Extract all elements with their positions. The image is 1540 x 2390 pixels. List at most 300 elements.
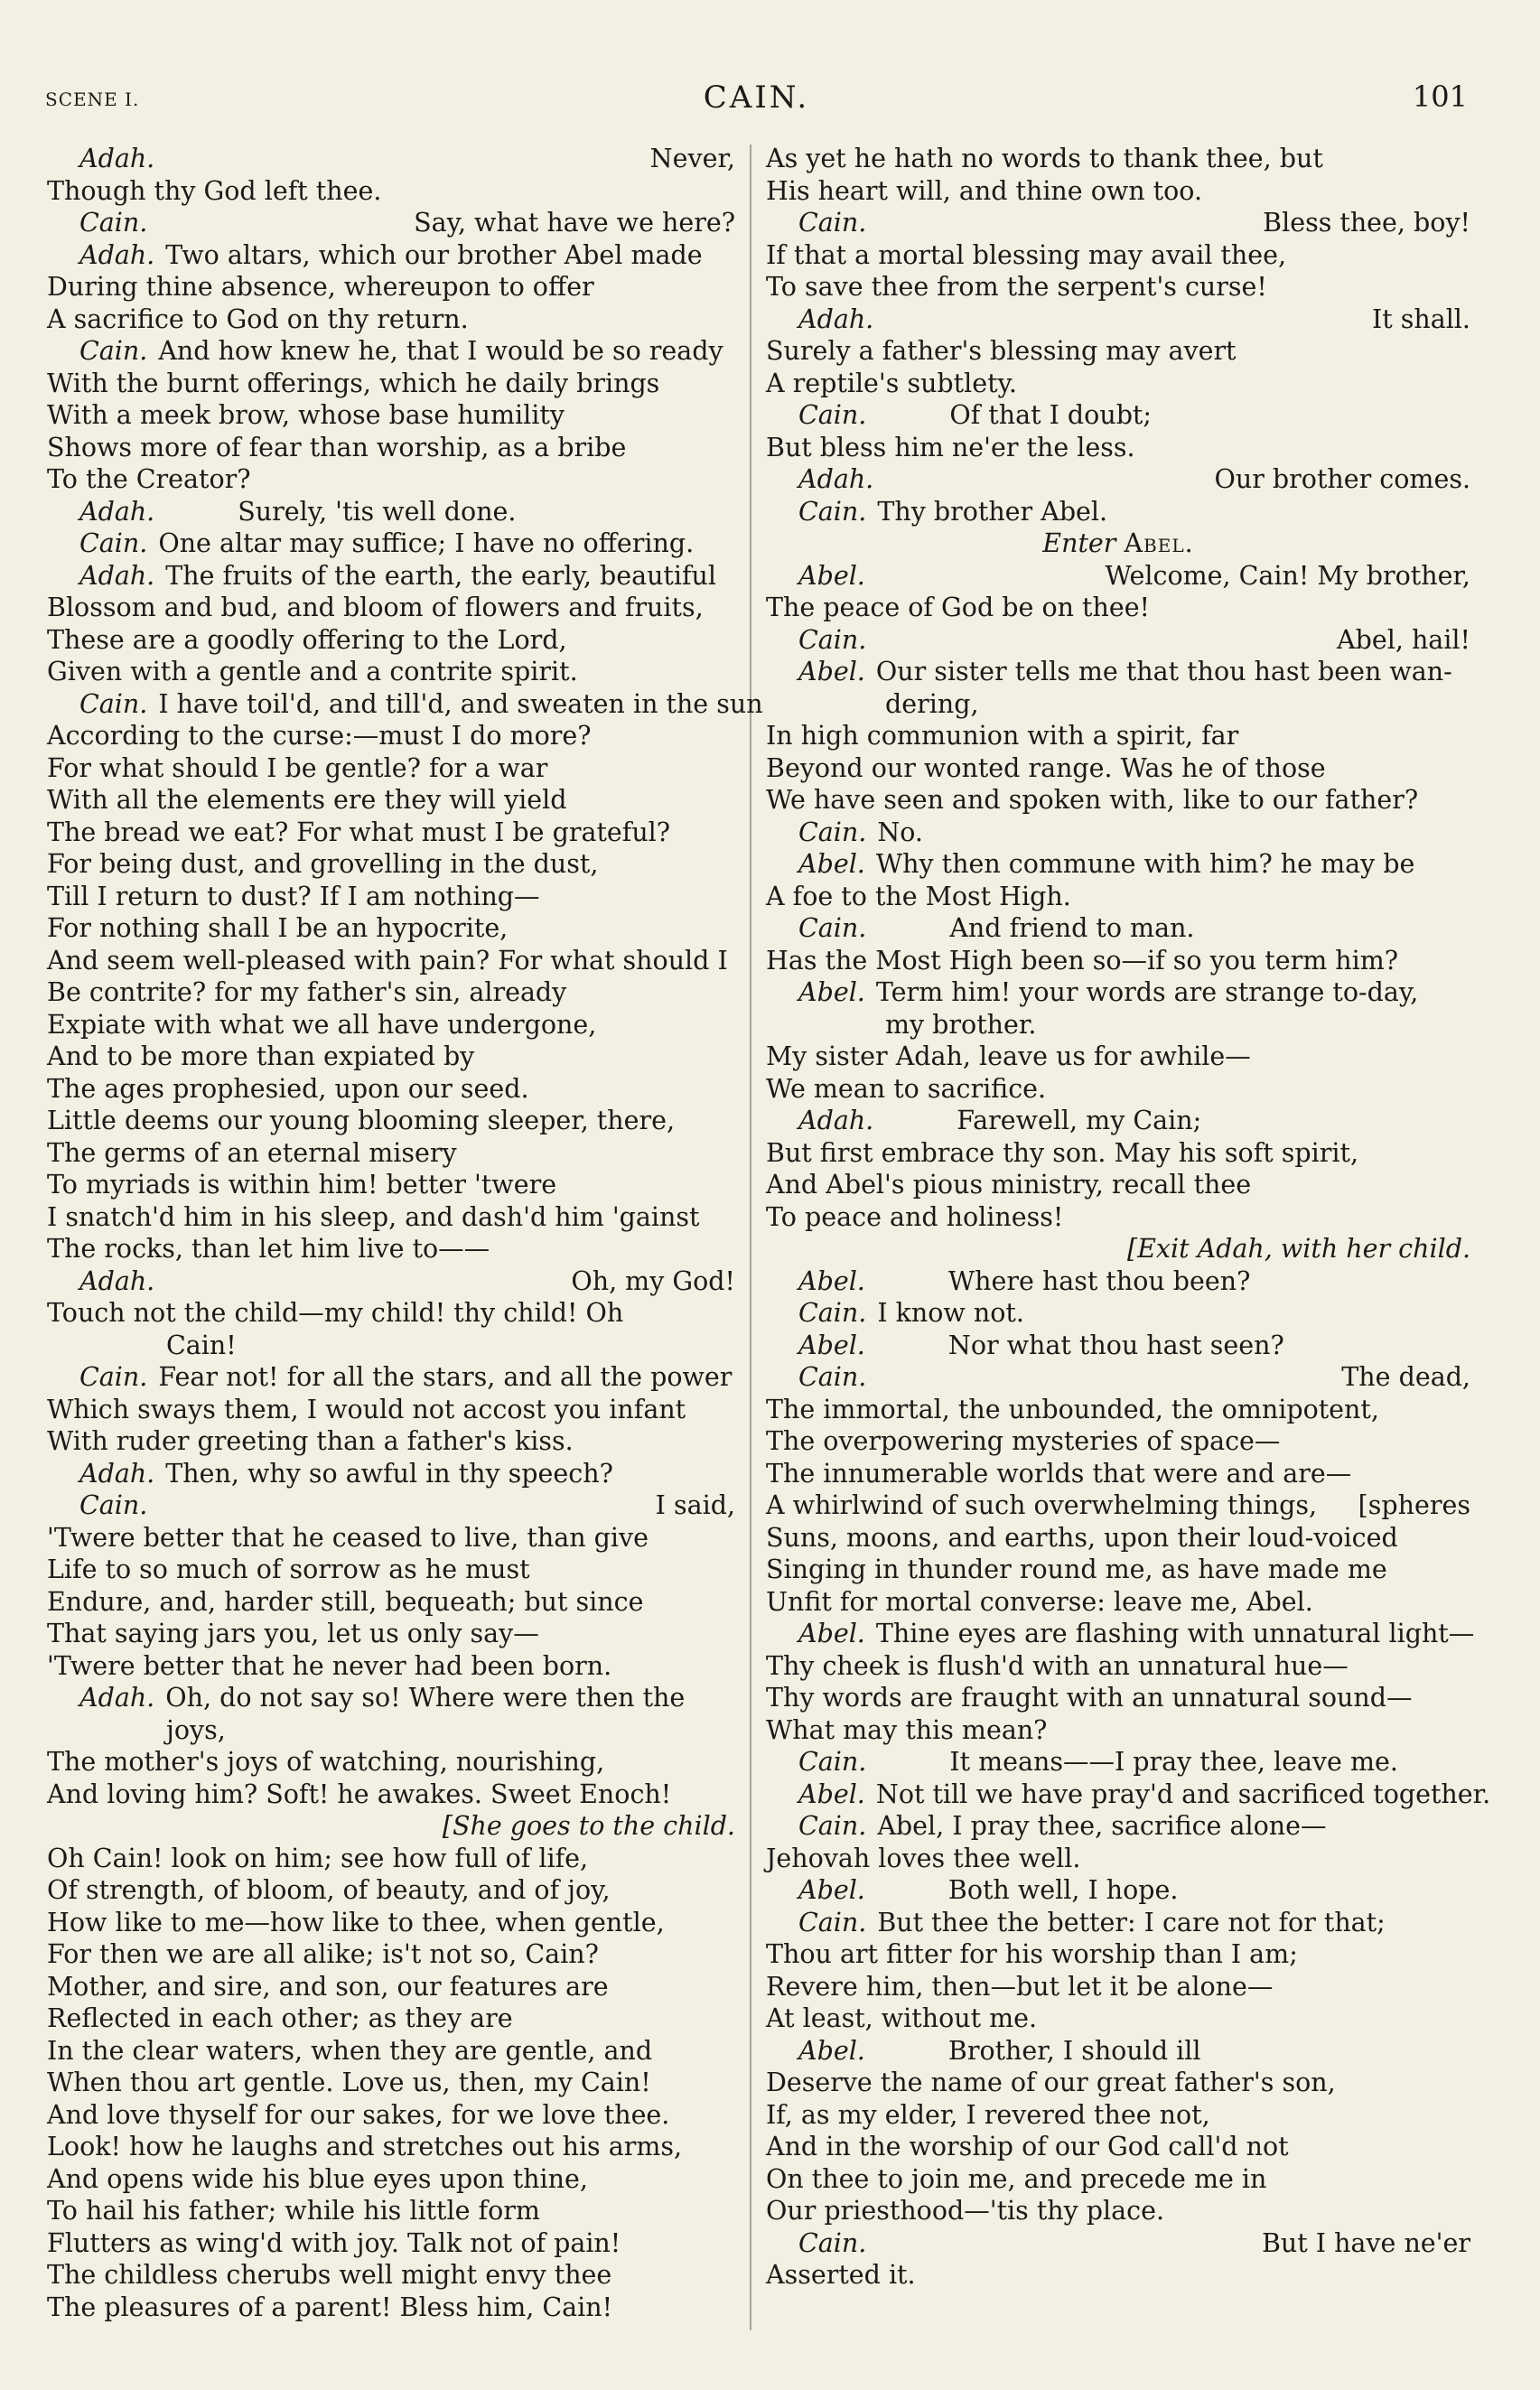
verse-line bbox=[766, 1361, 1470, 1394]
line-text: Fear not! for all the stars, and all the power bbox=[158, 1362, 733, 1392]
verse-line bbox=[47, 1041, 735, 1073]
stage-direction: [Exit Adah, with her child. bbox=[1126, 1234, 1470, 1264]
verse-line bbox=[766, 1297, 1470, 1330]
line-text: Both well, I hope. bbox=[947, 1875, 1179, 1905]
verse-line bbox=[47, 1297, 735, 1330]
page-header bbox=[45, 79, 1468, 125]
verse-line bbox=[766, 752, 1470, 785]
speaker-name: Adah. bbox=[79, 144, 155, 173]
line-text: If that a mortal blessing may avail thee, bbox=[766, 239, 1287, 270]
verse-line bbox=[47, 2003, 735, 2035]
line-text: The germs of an eternal misery bbox=[47, 1137, 457, 1168]
verse-line bbox=[766, 817, 1470, 849]
verse-line bbox=[47, 1009, 735, 1041]
line-text: A foe to the Most High. bbox=[766, 881, 1071, 911]
speaker-name: Abel. bbox=[798, 657, 865, 686]
verse-line bbox=[47, 784, 735, 817]
verse-line bbox=[47, 1233, 735, 1265]
speaker-name: Cain. bbox=[79, 1490, 148, 1520]
line-text: To myriads is within him! better 'twere bbox=[47, 1170, 557, 1200]
line-text: The immortal, the unbounded, the omnipotent, bbox=[766, 1394, 1379, 1424]
line-text: Deserve the name of our great father's son, bbox=[766, 2068, 1336, 2097]
line-text: One altar may suffice; I have no offering. bbox=[158, 528, 695, 558]
line-text: 'Twere better that he never had been born. bbox=[47, 1650, 612, 1681]
verse-line bbox=[766, 784, 1470, 817]
line-text: Then, why so awful in thy speech? bbox=[165, 1458, 613, 1489]
speaker-name: Cain. bbox=[79, 336, 148, 366]
verse-line bbox=[766, 1394, 1470, 1426]
verse-line bbox=[47, 848, 735, 881]
line-text: Thou art fitter for his worship than I am; bbox=[766, 1939, 1298, 1969]
line-text: To save thee from the serpent's curse! bbox=[766, 272, 1267, 302]
verse-line bbox=[766, 143, 1470, 175]
verse-line bbox=[766, 1233, 1470, 1265]
line-text: And opens wide his blue eyes upon thine, bbox=[47, 2163, 588, 2194]
line-text: We have seen and spoken with, like to our father? bbox=[766, 785, 1419, 815]
line-text: Abel, I pray thee, sacrifice alone— bbox=[877, 1811, 1327, 1841]
speaker-name: Adah. bbox=[79, 496, 155, 527]
line-text: Flutters as wing'd with joy. Talk not of pain! bbox=[47, 2227, 621, 2258]
verse-line bbox=[47, 2195, 735, 2227]
verse-line bbox=[47, 1458, 735, 1490]
verse-line bbox=[766, 1425, 1470, 1458]
speaker-name: Cain. bbox=[79, 688, 148, 719]
verse-line bbox=[766, 2227, 1470, 2260]
verse-line bbox=[766, 1009, 1470, 1041]
verse-line bbox=[766, 2131, 1470, 2163]
verse-line bbox=[766, 2259, 1470, 2292]
right-aligned-text: [spheres bbox=[1358, 1490, 1470, 1520]
speaker-name: Cain. bbox=[79, 1362, 148, 1392]
speaker-name: Abel. bbox=[798, 1265, 865, 1296]
speaker-name: Adah. bbox=[79, 239, 155, 270]
verse-line bbox=[766, 1489, 1470, 1522]
speaker-name: Adah. bbox=[79, 560, 155, 591]
verse-line bbox=[47, 912, 735, 945]
right-column bbox=[766, 143, 1491, 2292]
speaker-name: Cain. bbox=[798, 1747, 867, 1777]
speaker-name: Abel. bbox=[798, 849, 865, 879]
verse-line bbox=[47, 1618, 735, 1650]
verse-line bbox=[47, 1361, 735, 1394]
stage-direction: [She goes to the child. bbox=[442, 1811, 735, 1841]
verse-line bbox=[766, 624, 1470, 657]
line-text: dering, bbox=[885, 688, 979, 719]
column-divider bbox=[750, 145, 751, 2330]
line-text: And loving him? Soft! he awakes. Sweet Enoch! bbox=[47, 1778, 672, 1809]
line-text: Though thy God left thee. bbox=[47, 175, 382, 206]
line-text: And Abel's pious ministry, recall thee bbox=[766, 1170, 1252, 1200]
line-text: The childless cherubs well might envy thee bbox=[47, 2260, 612, 2290]
line-text: Term him! your words are strange to-day, bbox=[875, 977, 1419, 1007]
line-text: At least, without me. bbox=[766, 2003, 1038, 2033]
verse-line bbox=[766, 527, 1470, 560]
verse-line bbox=[47, 2099, 735, 2132]
verse-line bbox=[766, 2195, 1470, 2227]
verse-line bbox=[766, 1554, 1470, 1586]
line-text: Brother, I should ill bbox=[947, 2035, 1201, 2066]
verse-line bbox=[766, 1971, 1470, 2003]
right-aligned-text: The dead, bbox=[1341, 1362, 1470, 1392]
line-text: To the Creator? bbox=[47, 464, 251, 494]
verse-line bbox=[47, 1137, 735, 1170]
verse-line bbox=[766, 399, 1470, 432]
line-text: And how knew he, that I would be so ready bbox=[158, 336, 723, 366]
line-text: Till I return to dust? If I am nothing— bbox=[47, 881, 540, 911]
verse-line bbox=[766, 303, 1470, 336]
line-text: We mean to sacrifice. bbox=[766, 1073, 1047, 1104]
speaker-name: Cain. bbox=[798, 2227, 867, 2258]
line-text: Given with a gentle and a contrite spirit. bbox=[47, 657, 578, 686]
verse-line bbox=[47, 1586, 735, 1619]
verse-line bbox=[766, 2003, 1470, 2035]
verse-line bbox=[766, 1169, 1470, 1201]
line-text: With the burnt offerings, which he daily brings bbox=[47, 368, 660, 398]
line-text: For being dust, and grovelling in the dust, bbox=[47, 849, 599, 879]
verse-line bbox=[47, 624, 735, 657]
page-title: CAIN. bbox=[703, 79, 810, 116]
line-text: But first embrace thy son. May his soft spirit, bbox=[766, 1137, 1359, 1168]
line-text: Blossom and bud, and bloom of flowers and fruits, bbox=[47, 593, 704, 622]
line-text: According to the curse:—must I do more? bbox=[47, 721, 592, 751]
right-aligned-text: Abel, hail! bbox=[1337, 624, 1470, 655]
verse-line bbox=[47, 560, 735, 593]
speaker-name: Adah. bbox=[798, 303, 874, 334]
verse-line bbox=[47, 1522, 735, 1554]
line-text: Singing in thunder round me, as have made me bbox=[766, 1554, 1387, 1584]
line-text: During thine absence, whereupon to offer bbox=[47, 272, 594, 302]
verse-line bbox=[766, 592, 1470, 624]
verse-line bbox=[47, 720, 735, 752]
verse-line bbox=[766, 1746, 1470, 1778]
line-text: And friend to man. bbox=[949, 913, 1195, 943]
speaker-name: Abel. bbox=[798, 1875, 865, 1905]
line-text: For nothing shall I be an hypocrite, bbox=[47, 913, 509, 943]
verse-line bbox=[47, 1265, 735, 1298]
verse-line bbox=[47, 1425, 735, 1458]
speaker-name: Abel. bbox=[798, 1778, 865, 1809]
line-text: That saying jars you, let us only say— bbox=[47, 1619, 539, 1648]
line-text: I have toil'd, and till'd, and sweaten in the sun bbox=[158, 688, 763, 719]
verse-line bbox=[766, 976, 1470, 1009]
line-text: Little deems our young blooming sleeper, there, bbox=[47, 1106, 676, 1135]
right-aligned-text: I said, bbox=[655, 1490, 735, 1520]
line-text: The innumerable worlds that were and are— bbox=[766, 1458, 1352, 1489]
right-aligned-text: Welcome, Cain! My brother, bbox=[1105, 560, 1470, 591]
speaker-name: Cain. bbox=[798, 208, 867, 238]
line-text: The mother's joys of watching, nourishing, bbox=[47, 1747, 605, 1777]
line-text: Jehovah loves thee well. bbox=[766, 1843, 1081, 1873]
verse-line bbox=[47, 688, 763, 721]
verse-line bbox=[766, 1522, 1470, 1554]
right-aligned-text: It shall. bbox=[1371, 303, 1470, 334]
verse-line bbox=[47, 1778, 735, 1811]
line-text: Farewell, my Cain; bbox=[957, 1106, 1202, 1135]
right-aligned-text: Bless thee, boy! bbox=[1263, 208, 1470, 238]
left-column bbox=[47, 143, 763, 2323]
verse-line bbox=[47, 2035, 735, 2068]
verse-line bbox=[47, 1714, 735, 1747]
line-text: Suns, moons, and earths, upon their loud-voiced bbox=[766, 1522, 1398, 1553]
verse-line bbox=[47, 1746, 735, 1778]
line-text: In the clear waters, when they are gentle, and bbox=[47, 2035, 653, 2066]
verse-line bbox=[766, 432, 1470, 464]
verse-line bbox=[47, 2163, 735, 2196]
speaker-name: Cain. bbox=[798, 1811, 867, 1841]
speaker-name: Cain. bbox=[798, 817, 867, 847]
line-text: For then we are all alike; is't not so, Cain? bbox=[47, 1939, 599, 1969]
verse-line bbox=[47, 1169, 735, 1201]
verse-line bbox=[766, 1265, 1470, 1298]
line-text: Expiate with what we all have undergone, bbox=[47, 1009, 597, 1040]
line-text: Nor what thou hast seen? bbox=[947, 1330, 1284, 1360]
line-text: And in the worship of our God call'd not bbox=[766, 2132, 1289, 2161]
verse-line bbox=[47, 1554, 735, 1586]
line-text: The fruits of the earth, the early, beautiful bbox=[165, 560, 717, 591]
verse-line bbox=[766, 560, 1470, 593]
line-text: I snatch'd him in his sleep, and dash'd him 'gainst bbox=[47, 1201, 700, 1232]
line-text: Revere him, then—but let it be alone— bbox=[766, 1971, 1274, 2002]
line-text: These are a goodly offering to the Lord, bbox=[47, 624, 567, 655]
right-aligned-text: Say, what have we here? bbox=[414, 208, 735, 238]
verse-line bbox=[47, 463, 735, 496]
line-text: A reptile's subtlety. bbox=[766, 368, 1017, 398]
line-text: How like to me—how like to thee, when gentle, bbox=[47, 1907, 665, 1937]
verse-line bbox=[766, 1778, 1491, 1811]
speaker-name: Abel. bbox=[798, 977, 865, 1007]
verse-line bbox=[47, 1874, 735, 1907]
verse-line bbox=[766, 1330, 1470, 1362]
verse-line bbox=[47, 1105, 735, 1137]
line-text: Surely, 'tis well done. bbox=[238, 496, 517, 527]
verse-line bbox=[47, 2292, 735, 2324]
verse-line bbox=[766, 335, 1470, 368]
line-text: To peace and holiness! bbox=[766, 1201, 1064, 1232]
verse-line bbox=[47, 432, 735, 464]
verse-line bbox=[47, 1201, 735, 1234]
line-text: To hail his father; while his little form bbox=[47, 2196, 540, 2226]
line-text: Two altars, which our brother Abel made bbox=[165, 239, 703, 270]
line-text: Oh, do not say so! Where were then the bbox=[165, 1683, 686, 1713]
line-text: Endure, and, harder still, bequeath; but since bbox=[47, 1586, 644, 1617]
line-text: Unfit for mortal converse: leave me, Abel. bbox=[766, 1586, 1313, 1617]
line-text: Mother, and sire, and son, our features are bbox=[47, 1971, 609, 2002]
verse-line bbox=[47, 1650, 735, 1683]
line-text: If, as my elder, I revered thee not, bbox=[766, 2099, 1210, 2130]
verse-line bbox=[766, 175, 1470, 208]
verse-line bbox=[47, 1938, 735, 1971]
verse-line bbox=[47, 2227, 735, 2260]
speaker-name: Cain. bbox=[798, 1362, 867, 1392]
speaker-name: Cain. bbox=[79, 208, 148, 238]
line-text: In high communion with a spirit, far bbox=[766, 721, 1239, 751]
line-text: Has the Most High been so—if so you term him? bbox=[766, 945, 1399, 976]
speaker-name: Adah. bbox=[798, 1106, 874, 1135]
verse-line bbox=[766, 1586, 1470, 1619]
speaker-name: Adah. bbox=[798, 464, 874, 494]
line-text: What may this mean? bbox=[766, 1714, 1048, 1745]
verse-line bbox=[766, 1714, 1470, 1747]
line-text: Our sister tells me that thou hast been wan- bbox=[875, 657, 1452, 686]
verse-line bbox=[47, 2067, 735, 2099]
verse-line bbox=[766, 2099, 1470, 2132]
speaker-name: Cain. bbox=[798, 624, 867, 655]
line-text: My sister Adah, leave us for awhile— bbox=[766, 1041, 1251, 1071]
verse-line bbox=[766, 945, 1470, 977]
verse-line bbox=[47, 207, 735, 239]
verse-line bbox=[766, 2163, 1470, 2196]
verse-line bbox=[766, 1843, 1470, 1875]
speaker-name: Abel. bbox=[798, 560, 865, 591]
verse-line bbox=[766, 1650, 1470, 1683]
line-text: And to be more than expiated by bbox=[47, 1041, 475, 1071]
line-text: I know not. bbox=[877, 1298, 1024, 1328]
line-text: But thee the better: I care not for that; bbox=[877, 1907, 1386, 1937]
right-aligned-text: Our brother comes. bbox=[1214, 464, 1470, 494]
verse-line bbox=[47, 175, 735, 208]
verse-line bbox=[47, 1330, 735, 1362]
scene-label: SCENE I. bbox=[45, 89, 140, 110]
page-number: 101 bbox=[1412, 79, 1468, 114]
line-text: Of strength, of bloom, of beauty, and of joy, bbox=[47, 1875, 611, 1905]
line-text: No. bbox=[877, 817, 923, 847]
verse-line bbox=[47, 1394, 735, 1426]
line-text: Thy brother Abel. bbox=[877, 496, 1108, 527]
line-text: my brother. bbox=[885, 1009, 1037, 1040]
verse-line bbox=[47, 881, 735, 913]
line-text: Our priesthood—'tis thy place. bbox=[766, 2196, 1165, 2226]
verse-line bbox=[766, 848, 1470, 881]
verse-line bbox=[766, 688, 1470, 721]
verse-line bbox=[47, 817, 735, 849]
speaker-name: Cain. bbox=[79, 528, 148, 558]
line-text: Thy cheek is flush'd with an unnatural hue— bbox=[766, 1650, 1349, 1681]
line-text: Touch not the child—my child! thy child! Oh bbox=[47, 1298, 624, 1328]
verse-line bbox=[766, 271, 1470, 303]
verse-line bbox=[766, 1458, 1470, 1490]
line-text: Thine eyes are flashing with unnatural light— bbox=[875, 1619, 1475, 1648]
line-text: The peace of God be on thee! bbox=[766, 593, 1151, 622]
line-text: Where hast thou been? bbox=[947, 1265, 1251, 1296]
line-text: A whirlwind of such overwhelming things, bbox=[766, 1490, 1318, 1520]
speaker-name: Cain. bbox=[798, 1907, 867, 1937]
line-text: The overpowering mysteries of space— bbox=[766, 1426, 1281, 1456]
verse-line bbox=[47, 1073, 735, 1106]
speaker-name: Cain. bbox=[798, 400, 867, 430]
verse-line bbox=[47, 239, 735, 272]
line-text: The ages prophesied, upon our seed. bbox=[47, 1073, 529, 1104]
verse-line bbox=[766, 1137, 1470, 1170]
line-text: And love thyself for our sakes, for we love thee. bbox=[47, 2099, 670, 2130]
verse-line bbox=[766, 1105, 1470, 1137]
speaker-name: Adah. bbox=[79, 1458, 155, 1489]
line-text: His heart will, and thine own too. bbox=[766, 175, 1203, 206]
speaker-name: Adah. bbox=[79, 1265, 155, 1296]
line-text: Asserted it. bbox=[766, 2260, 916, 2290]
speaker-name: Adah. bbox=[79, 1683, 155, 1713]
verse-line bbox=[766, 1810, 1470, 1843]
line-text: And seem well-pleased with pain? For what should I bbox=[47, 945, 728, 976]
verse-line bbox=[47, 1843, 735, 1875]
speaker-name: Abel. bbox=[798, 1619, 865, 1648]
speaker-name: Abel. bbox=[798, 2035, 865, 2066]
verse-line bbox=[766, 2067, 1470, 2099]
verse-line bbox=[766, 1618, 1475, 1650]
verse-line bbox=[47, 335, 735, 368]
line-text: The rocks, than let him live to—— bbox=[47, 1234, 490, 1264]
verse-line bbox=[47, 656, 735, 688]
verse-line bbox=[47, 1489, 735, 1522]
line-text: Of that I doubt; bbox=[949, 400, 1152, 430]
line-text: The bread we eat? For what must I be grateful? bbox=[47, 817, 671, 847]
verse-line bbox=[47, 271, 735, 303]
verse-line bbox=[766, 463, 1470, 496]
verse-line bbox=[47, 752, 735, 785]
line-text: Not till we have pray'd and sacrificed together. bbox=[875, 1778, 1491, 1809]
verse-line bbox=[766, 239, 1470, 272]
verse-line bbox=[47, 399, 735, 432]
line-text: joys, bbox=[166, 1714, 226, 1745]
speaker-name: Cain. bbox=[798, 913, 867, 943]
verse-line bbox=[766, 881, 1470, 913]
verse-line bbox=[47, 976, 735, 1009]
verse-line bbox=[766, 496, 1470, 528]
verse-line bbox=[47, 945, 735, 977]
speaker-name: Cain. bbox=[798, 1298, 867, 1328]
line-text: Thy words are fraught with an unnatural sound— bbox=[766, 1683, 1413, 1713]
verse-line bbox=[766, 720, 1470, 752]
line-text: Why then commune with him? he may be bbox=[875, 849, 1415, 879]
verse-line bbox=[47, 143, 735, 175]
verse-line bbox=[766, 2035, 1470, 2068]
line-text: Surely a father's blessing may avert bbox=[766, 336, 1237, 366]
verse-line bbox=[766, 656, 1470, 688]
line-text: Reflected in each other; as they are bbox=[47, 2003, 513, 2033]
right-aligned-text: But I have ne'er bbox=[1261, 2227, 1470, 2258]
line-text: On thee to join me, and precede me in bbox=[766, 2163, 1267, 2194]
verse-line bbox=[766, 207, 1470, 239]
verse-line bbox=[47, 496, 735, 528]
line-text: A sacrifice to God on thy return. bbox=[47, 303, 469, 334]
verse-line bbox=[766, 1073, 1470, 1106]
verse-line bbox=[47, 527, 735, 560]
verse-line bbox=[766, 1201, 1470, 1234]
line-text: It means——I pray thee, leave me. bbox=[949, 1747, 1398, 1777]
line-text: With ruder greeting than a father's kiss. bbox=[47, 1426, 574, 1456]
line-text: Cain! bbox=[166, 1330, 237, 1360]
verse-line bbox=[47, 303, 735, 336]
line-text: Life to so much of sorrow as he must bbox=[47, 1554, 530, 1584]
line-text: Shows more of fear than worship, as a bribe bbox=[47, 432, 627, 462]
line-text: As yet he hath no words to thank thee, but bbox=[766, 144, 1323, 173]
verse-line bbox=[766, 1041, 1470, 1073]
verse-line bbox=[47, 1810, 735, 1843]
verse-line bbox=[47, 592, 735, 624]
speaker-name: Cain. bbox=[798, 496, 867, 527]
line-text: But bless him ne'er the less. bbox=[766, 432, 1135, 462]
right-aligned-text: Oh, my God! bbox=[571, 1265, 735, 1296]
verse-line bbox=[766, 368, 1470, 400]
verse-line bbox=[766, 912, 1470, 945]
verse-line bbox=[766, 1874, 1470, 1907]
verse-line bbox=[766, 1938, 1470, 1971]
line-text: Oh Cain! look on him; see how full of life, bbox=[47, 1843, 589, 1873]
line-text: When thou art gentle. Love us, then, my Cain! bbox=[47, 2068, 651, 2097]
verse-line bbox=[47, 368, 735, 400]
stage-direction-name: Abel. bbox=[1124, 528, 1194, 558]
line-text: With a meek brow, whose base humility bbox=[47, 400, 565, 430]
right-aligned-text: Never, bbox=[649, 144, 735, 173]
